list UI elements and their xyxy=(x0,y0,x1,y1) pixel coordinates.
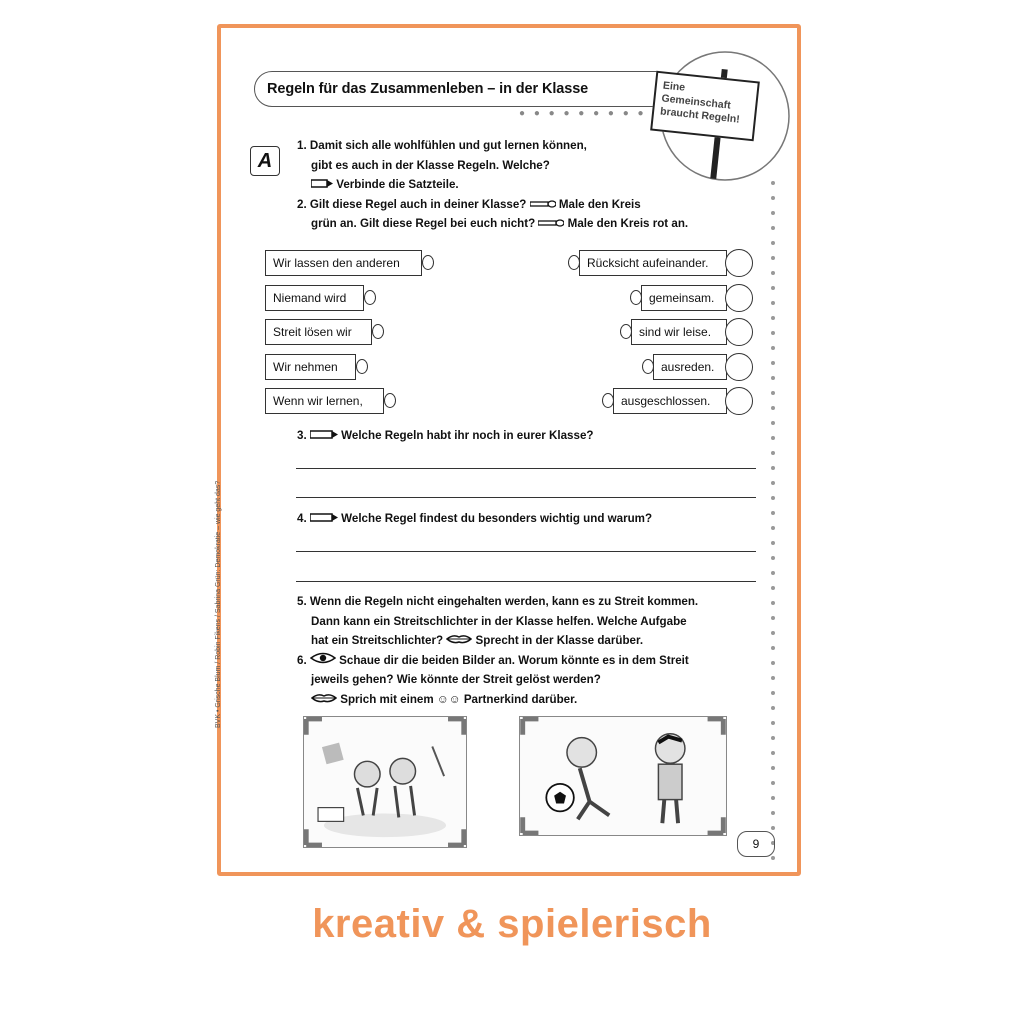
right-part-5[interactable]: ausgeschlossen. xyxy=(613,388,727,414)
task-6-line-1 xyxy=(297,654,689,667)
task-1-line-2: gibt es auch in der Klasse Regeln. Welche? xyxy=(311,158,550,172)
task-3-question: Welche Regeln habt ihr noch in eurer Klasse? xyxy=(341,429,594,442)
rating-circle[interactable] xyxy=(725,387,753,415)
pencil-icon xyxy=(310,513,338,522)
copyright-credit: BVK • Grische Blum / Robin Fikens / Sabrina Grün: Demokratie – wie geht das? xyxy=(215,480,222,728)
task-6-number: 6. xyxy=(297,653,307,667)
quarrel-picture-1 xyxy=(303,716,467,848)
rating-circle[interactable] xyxy=(725,249,753,277)
task-5-question: hat ein Streitschlichter? xyxy=(311,634,444,647)
task-6-question-1: Schaue dir die beiden Bilder an. Worum könnte es in dem Streit xyxy=(339,653,689,667)
task-6-instruction-end: Partnerkind darüber. xyxy=(463,692,578,706)
connector-dot[interactable] xyxy=(364,290,376,305)
task-6-question-2: jeweils gehen? Wie könnte der Streit gelöst werden? xyxy=(311,673,601,686)
connector-dot[interactable] xyxy=(384,393,396,408)
task-4 xyxy=(297,509,652,529)
task-6-line-3 xyxy=(297,690,698,710)
paintbrush-icon xyxy=(530,200,556,208)
task-1-instruction: Verbinde die Satzteile. xyxy=(336,178,459,191)
rating-circle[interactable] xyxy=(725,318,753,346)
task-3 xyxy=(297,426,593,446)
task-6-instruction: Sprich mit einem xyxy=(340,692,434,706)
sign-board: Eine Gemeinschaft braucht Regeln! xyxy=(650,71,760,142)
lips-icon xyxy=(446,634,472,644)
left-part-3[interactable]: Streit lösen wir xyxy=(265,319,372,345)
task-5-6 xyxy=(297,592,698,709)
task-2-instruction-1: Male den Kreis xyxy=(558,197,641,211)
task-2-question-2: grün an. Gilt diese Regel bei euch nicht? xyxy=(311,217,536,230)
connector-dot[interactable] xyxy=(356,359,368,374)
answer-line[interactable] xyxy=(296,497,756,498)
pencil-icon xyxy=(310,430,338,439)
quarrel-picture-2 xyxy=(519,716,727,836)
rating-circle[interactable] xyxy=(725,353,753,381)
task-5-instruction: Sprecht in der Klasse darüber. xyxy=(475,634,644,647)
paintbrush-icon xyxy=(538,219,564,227)
worksheet-title: Regeln für das Zusammenleben – in der Klasse xyxy=(254,71,674,107)
worksheet-page xyxy=(215,28,797,872)
task-4-number: 4. xyxy=(297,512,307,525)
task-1-2 xyxy=(297,136,688,234)
rating-circle[interactable] xyxy=(725,284,753,312)
right-part-3[interactable]: sind wir leise. xyxy=(631,319,727,345)
answer-line[interactable] xyxy=(296,551,756,552)
tagline: kreativ & spielerisch xyxy=(312,902,712,946)
task-1-line-3 xyxy=(297,175,688,195)
left-part-5[interactable]: Wenn wir lernen, xyxy=(265,388,384,414)
dotted-border xyxy=(770,178,776,868)
task-2-instruction-2: Male den Kreis rot an. xyxy=(567,217,689,230)
lips-icon xyxy=(311,693,337,703)
answer-line[interactable] xyxy=(296,581,756,582)
left-part-1[interactable]: Wir lassen den anderen xyxy=(265,250,422,276)
connector-dot[interactable] xyxy=(372,324,384,339)
worksheet-frame xyxy=(217,24,801,876)
task-2-question-1: 2. Gilt diese Regel auch in deiner Klasse? xyxy=(297,197,527,211)
right-part-4[interactable]: ausreden. xyxy=(653,354,727,380)
answer-line[interactable] xyxy=(296,468,756,469)
task-2-line-2 xyxy=(297,214,688,234)
task-3-number: 3. xyxy=(297,429,307,442)
writing-task-icon: A xyxy=(250,146,280,176)
task-5-line-1: 5. Wenn die Regeln nicht eingehalten werden, kann es zu Streit kommen. xyxy=(297,595,699,608)
page-number: 9 xyxy=(737,831,775,857)
task-5-line-2: Dann kann ein Streitschlichter in der Klasse helfen. Welche Aufgabe xyxy=(311,614,687,628)
connector-dot[interactable] xyxy=(422,255,434,270)
task-4-question: Welche Regel findest du besonders wichtig und warum? xyxy=(341,512,653,525)
pencil-icon xyxy=(311,179,333,188)
task-5-line-3 xyxy=(297,631,698,651)
task-1-line-1: 1. Damit sich alle wohlfühlen und gut lernen können, xyxy=(297,139,587,152)
partner-smiley-icon: ☺☺ xyxy=(436,692,461,706)
left-part-4[interactable]: Wir nehmen xyxy=(265,354,356,380)
left-part-2[interactable]: Niemand wird xyxy=(265,285,364,311)
right-part-2[interactable]: gemeinsam. xyxy=(641,285,727,311)
task-2-line-1 xyxy=(297,198,641,211)
eye-icon xyxy=(310,652,336,664)
right-part-1[interactable]: Rücksicht aufeinander. xyxy=(579,250,727,276)
title-decoration: ● ● ● ● ● ● ● ● ● xyxy=(519,108,647,119)
